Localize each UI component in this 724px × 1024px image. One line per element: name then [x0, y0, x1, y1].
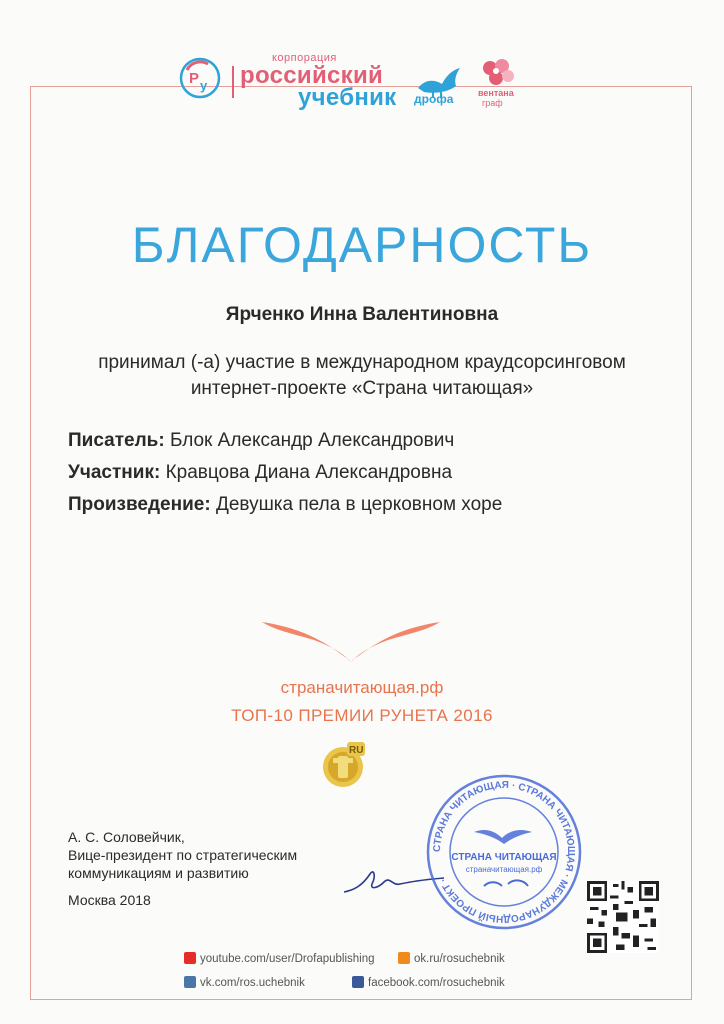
field-participant-label: Участник: [68, 462, 161, 483]
ventana-flower-icon [478, 56, 518, 90]
ventana-label-1: вентана [478, 88, 514, 98]
signer-block [68, 828, 297, 882]
corp-name-line2: учебник [298, 84, 397, 111]
ru-logo-icon [178, 56, 222, 100]
logo-divider [232, 66, 234, 98]
drofa-label: дрофа [414, 92, 454, 106]
publisher-logos [176, 52, 536, 114]
open-book-icon [258, 612, 444, 666]
odnoklassniki-icon [398, 952, 410, 964]
corp-name-line1: российский [240, 62, 384, 89]
recipient-name: Ярченко Инна Валентиновна [225, 304, 499, 325]
svg-text:y: y [200, 78, 208, 93]
field-participant [68, 462, 452, 484]
stamp-center-site: страначитающая.рф [465, 865, 543, 874]
footer-facebook-label: facebook.com/rosuchebnik [368, 977, 505, 989]
footer-facebook[interactable] [352, 976, 505, 989]
footer-youtube[interactable] [184, 952, 375, 965]
vk-icon [184, 976, 196, 988]
svg-text:P: P [189, 70, 200, 87]
qr-code-icon[interactable] [587, 881, 659, 953]
ventana-label-2: граф [482, 98, 503, 108]
signer-position-2: коммуникациям и развитию [68, 865, 249, 881]
field-writer-label: Писатель: [68, 430, 165, 451]
footer-vk[interactable] [184, 976, 305, 989]
field-work [68, 494, 502, 516]
signer-name: А. С. Соловейчик, [68, 829, 185, 845]
runet-award-icon [316, 738, 370, 792]
footer-ok[interactable] [398, 952, 505, 965]
svg-text:RU: RU [349, 745, 364, 756]
participation-description: принимал (-а) участие в международном краудсорсинговом интернет-проекте «Страна читающая» [98, 352, 626, 399]
field-writer-value: Блок Александр Александрович [169, 430, 455, 451]
youtube-icon [184, 952, 196, 964]
stamp-center-title: СТРАНА ЧИТАЮЩАЯ [451, 852, 557, 863]
field-work-label: Произведение: [68, 494, 211, 515]
footer-ok-label: ok.ru/rosuchebnik [414, 953, 505, 965]
project-site: страначитающая.рф [280, 678, 444, 697]
certificate-title: БЛАГОДАРНОСТЬ [131, 217, 593, 273]
field-writer [68, 430, 454, 452]
stamp-ring-text: СТРАНА ЧИТАЮЩАЯ · СТРАНА ЧИТАЮЩАЯ · МЕЖДУНАРОДНЫЙ ПРОЕКТ · [431, 779, 577, 925]
facebook-icon [352, 976, 364, 988]
project-stamp [424, 772, 584, 932]
footer-vk-label: vk.com/ros.uchebnik [200, 977, 305, 989]
corp-small-label: корпорация [272, 52, 337, 64]
field-work-value: Девушка пела в церковном хоре [215, 494, 503, 515]
field-participant-value: Кравцова Диана Александровна [165, 462, 453, 483]
signer-position-1: Вице-президент по стратегическим [68, 847, 298, 863]
award-text: ТОП-10 ПРЕМИИ РУНЕТА 2016 [231, 706, 493, 725]
footer-youtube-label: youtube.com/user/Drofapublishing [200, 953, 375, 965]
city-year: Москва 2018 [68, 892, 151, 908]
